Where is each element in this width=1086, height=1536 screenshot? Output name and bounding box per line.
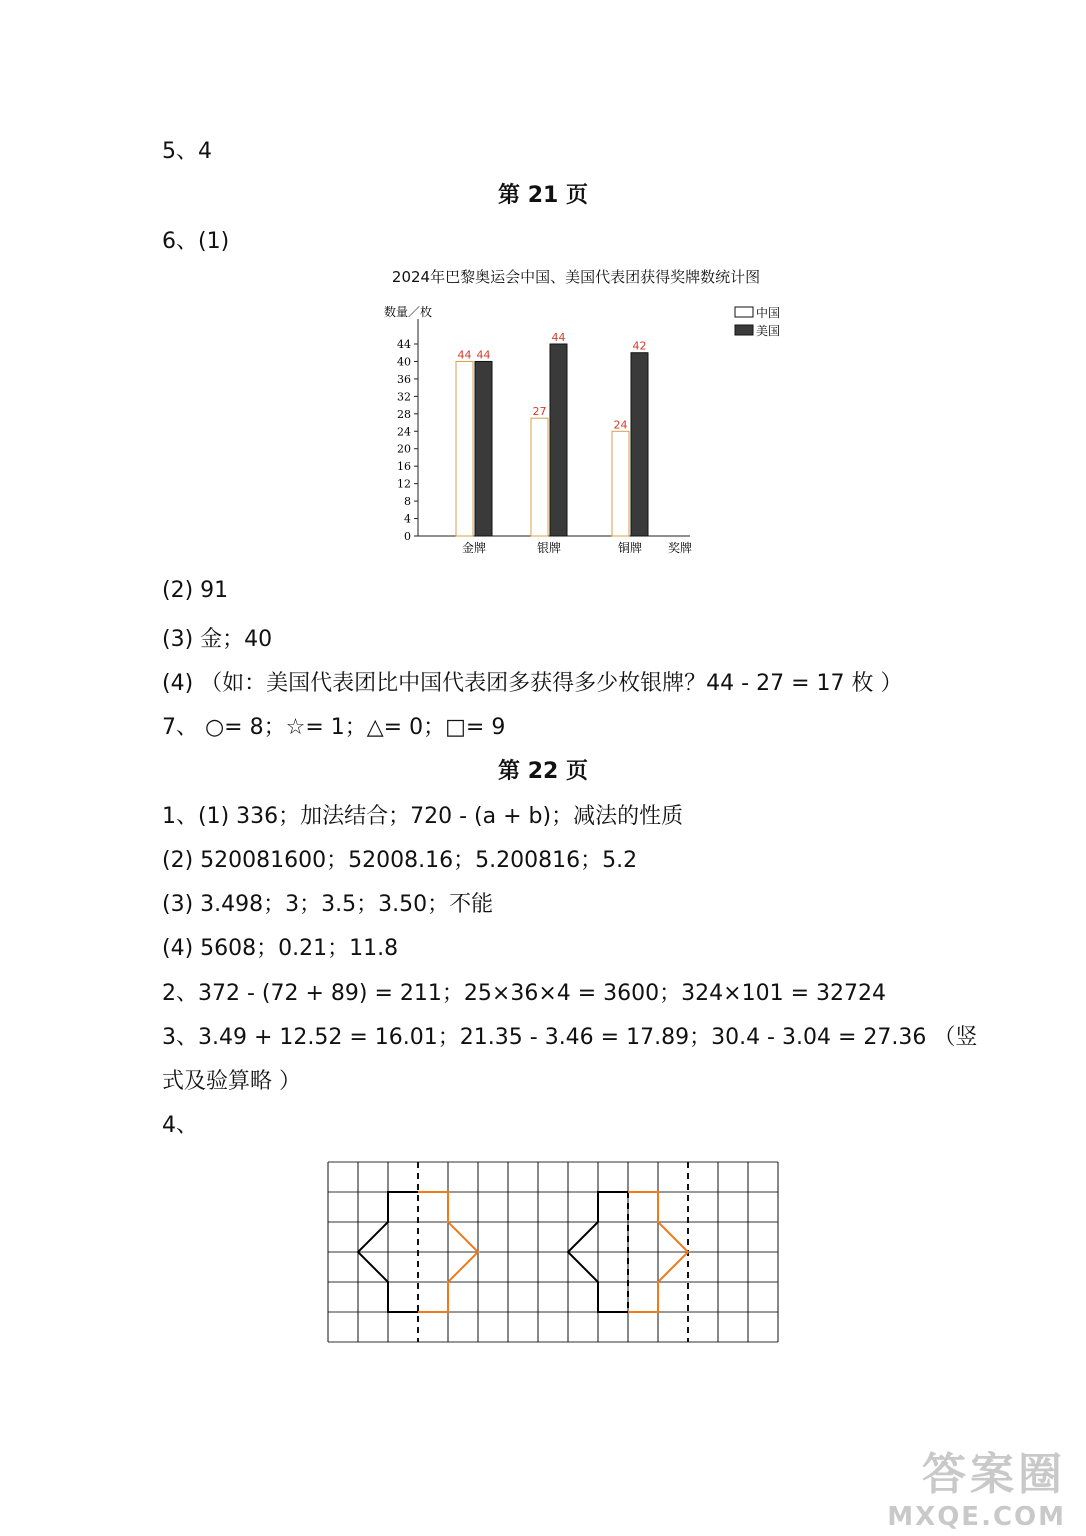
answer-q6-4: (4) （如：美国代表团比中国代表团多获得多少枚银牌？44 - 27 = 17 枚 ） bbox=[162, 671, 903, 696]
x-category-金牌: 金牌 bbox=[461, 541, 487, 555]
answer-p22-1-3: (3) 3.498；3；3.5；3.50；不能 bbox=[162, 892, 494, 917]
answer-p22-1-1: 1、(1) 336；加法结合；720 - (a + b)；减法的性质 bbox=[162, 804, 684, 829]
y-tick-label-20: 20 bbox=[397, 442, 411, 456]
bar-label-美国-金牌: 44 bbox=[476, 348, 491, 362]
medal-bar-chart bbox=[370, 295, 790, 565]
y-tick-label-28: 28 bbox=[397, 407, 411, 421]
y-tick-label-8: 8 bbox=[404, 495, 411, 509]
x-axis-label: 奖牌 bbox=[667, 541, 693, 555]
answer-p22-4: 4、 bbox=[162, 1113, 198, 1138]
bar-美国-金牌 bbox=[475, 361, 492, 536]
y-tick-label-44: 44 bbox=[397, 338, 411, 351]
answer-p22-3b: 式及验算略 ） bbox=[162, 1069, 301, 1094]
bar-中国-铜牌 bbox=[612, 431, 629, 536]
answer-p22-3a: 3、3.49 + 12.52 = 16.01；21.35 - 3.46 = 17.89；30.4 - 3.04 = 27.36 （竖 bbox=[162, 1025, 978, 1050]
answer-q6-2: (2) 91 bbox=[162, 578, 229, 603]
watermark-logo-text: 答案圈 bbox=[922, 1449, 1066, 1500]
answer-q7: 7、 ○= 8；☆= 1；△= 0；□= 9 bbox=[162, 715, 506, 740]
y-tick-label-32: 32 bbox=[397, 390, 411, 404]
legend-label-美国: 美国 bbox=[756, 324, 781, 338]
symmetry-grid-figure bbox=[326, 1160, 780, 1344]
bar-label-中国-银牌: 27 bbox=[532, 405, 547, 419]
answer-q6-1: 6、(1) bbox=[162, 229, 230, 254]
watermark-url: MXQE.COM bbox=[887, 1502, 1066, 1532]
bar-label-中国-金牌: 44 bbox=[457, 348, 472, 362]
bar-label-美国-银牌: 44 bbox=[551, 331, 566, 344]
bar-中国-银牌 bbox=[531, 418, 548, 536]
answer-q6-3: (3) 金；40 bbox=[162, 627, 273, 652]
y-tick-label-4: 4 bbox=[404, 512, 411, 526]
y-tick-label-16: 16 bbox=[397, 460, 411, 474]
bar-label-中国-铜牌: 24 bbox=[613, 418, 628, 432]
legend-swatch-中国 bbox=[735, 307, 753, 317]
answer-q5: 5、4 bbox=[162, 139, 212, 164]
y-tick-label-24: 24 bbox=[397, 425, 411, 439]
page-heading-21: 第 21 页 bbox=[498, 183, 588, 208]
chart-title: 2024年巴黎奥运会中国、美国代表团获得奖牌数统计图 bbox=[391, 268, 761, 286]
y-tick-label-40: 40 bbox=[397, 355, 411, 369]
watermark bbox=[887, 1438, 1066, 1532]
bar-美国-铜牌 bbox=[631, 353, 648, 536]
answer-p22-2: 2、372 - (72 + 89) = 211；25×36×4 = 3600；324×101 = 32724 bbox=[162, 981, 886, 1006]
y-tick-label-36: 36 bbox=[397, 372, 411, 386]
y-tick-label-0: 0 bbox=[404, 530, 411, 543]
bar-label-美国-铜牌: 42 bbox=[632, 339, 647, 353]
x-category-铜牌: 铜牌 bbox=[617, 541, 643, 555]
y-tick-label-12: 12 bbox=[397, 477, 411, 491]
bar-美国-银牌 bbox=[550, 344, 567, 536]
y-axis-label: 数量／枚 bbox=[384, 305, 433, 319]
legend-label-中国: 中国 bbox=[756, 306, 781, 320]
x-category-银牌: 银牌 bbox=[536, 541, 562, 555]
page-heading-22: 第 22 页 bbox=[498, 759, 588, 784]
answer-p22-1-4: (4) 5608；0.21；11.8 bbox=[162, 936, 399, 961]
answer-p22-1-2: (2) 520081600；52008.16；5.200816；5.2 bbox=[162, 848, 638, 873]
bar-中国-金牌 bbox=[456, 361, 473, 536]
legend-swatch-美国 bbox=[735, 325, 753, 335]
